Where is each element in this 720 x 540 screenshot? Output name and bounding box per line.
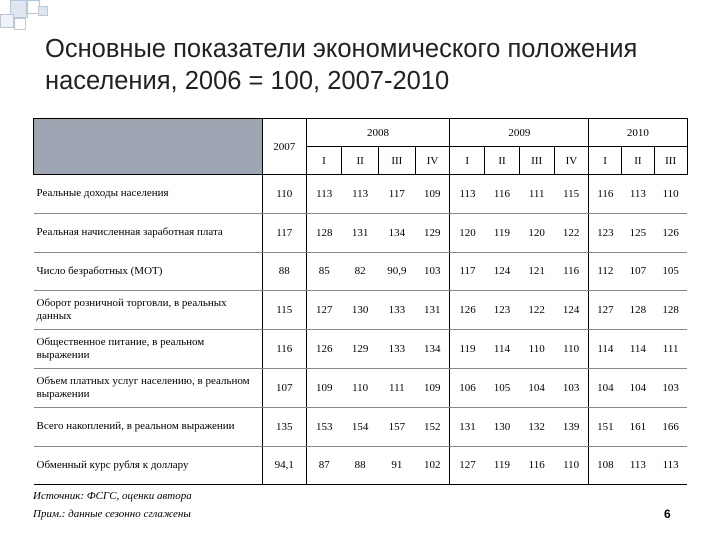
value-cell: 126: [450, 291, 485, 330]
value-cell: 139: [554, 407, 589, 446]
value-cell: 132: [519, 407, 554, 446]
value-cell: 88: [262, 252, 306, 291]
header-2007: 2007: [262, 119, 306, 175]
value-cell: 106: [450, 368, 485, 407]
value-cell: 121: [519, 252, 554, 291]
value-cell: 128: [622, 291, 655, 330]
row-label: Реальные доходы населения: [34, 175, 263, 214]
value-cell: 109: [415, 368, 450, 407]
table-row: [34, 175, 720, 214]
header-quarter: III: [378, 147, 415, 175]
value-cell: 110: [554, 446, 589, 485]
value-cell: 117: [378, 175, 415, 214]
value-cell: 91: [378, 446, 415, 485]
value-cell: 103: [654, 368, 687, 407]
page-title: Основные показатели экономического положения населения, 2006 = 100, 2007-2010: [45, 35, 638, 95]
value-cell: 129: [342, 330, 379, 369]
value-cell: 127: [589, 291, 622, 330]
value-cell: 116: [519, 446, 554, 485]
value-cell: 110: [654, 175, 687, 214]
value-cell: 107: [622, 252, 655, 291]
note-line: Прим.: данные сезонно сглажены: [33, 508, 191, 520]
value-cell: 152: [415, 407, 450, 446]
row-label: Число безработных (МОТ): [34, 252, 263, 291]
value-cell: 133: [378, 291, 415, 330]
value-cell: 128: [306, 213, 342, 252]
value-cell: 105: [485, 368, 520, 407]
value-cell: 102: [415, 446, 450, 485]
value-cell: 119: [450, 330, 485, 369]
value-cell: 105: [654, 252, 687, 291]
value-cell: 128: [654, 291, 687, 330]
value-cell: 114: [622, 330, 655, 369]
source-line: Источник: ФСГС, оценки автора: [33, 490, 192, 502]
value-cell: 120: [450, 213, 485, 252]
row-label: Всего накоплений, в реальном выражении: [34, 407, 263, 446]
value-cell: 131: [342, 213, 379, 252]
value-cell: 130: [342, 291, 379, 330]
value-cell: 161: [622, 407, 655, 446]
header-quarter: II: [342, 147, 379, 175]
indicators-table-container: [33, 118, 720, 485]
header-quarter: II: [622, 147, 655, 175]
value-cell: 122: [554, 213, 589, 252]
value-cell: 151: [589, 407, 622, 446]
value-cell: 130: [485, 407, 520, 446]
page-number: 6: [664, 507, 671, 521]
value-cell: 131: [415, 291, 450, 330]
value-cell: 111: [378, 368, 415, 407]
value-cell: 114: [485, 330, 520, 369]
value-cell: 111: [519, 175, 554, 214]
value-cell: 166: [654, 407, 687, 446]
value-cell: 126: [654, 213, 687, 252]
value-cell: 127: [450, 446, 485, 485]
table-row: [34, 446, 720, 485]
table-row: [34, 213, 720, 252]
value-cell: 113: [654, 446, 687, 485]
value-cell: 104: [622, 368, 655, 407]
table-row: [34, 368, 720, 407]
value-cell: 123: [589, 213, 622, 252]
indicators-table: [33, 118, 720, 485]
value-cell: 116: [262, 330, 306, 369]
table-row: [34, 291, 720, 330]
value-cell: 85: [306, 252, 342, 291]
value-cell: 117: [450, 252, 485, 291]
value-cell: 113: [450, 175, 485, 214]
table-row: [34, 330, 720, 369]
row-label: Реальная начисленная заработная плата: [34, 213, 263, 252]
value-cell: 119: [485, 213, 520, 252]
value-cell: 124: [485, 252, 520, 291]
value-cell: 117: [262, 213, 306, 252]
value-cell: 123: [485, 291, 520, 330]
value-cell: 87: [306, 446, 342, 485]
value-cell: 110: [262, 175, 306, 214]
value-cell: 111: [654, 330, 687, 369]
table-row: [34, 252, 720, 291]
value-cell: 108: [589, 446, 622, 485]
header-quarter: II: [485, 147, 520, 175]
value-cell: 119: [485, 446, 520, 485]
value-cell: 115: [262, 291, 306, 330]
value-cell: 110: [554, 330, 589, 369]
value-cell: 110: [519, 330, 554, 369]
value-cell: 103: [554, 368, 589, 407]
header-quarter: I: [589, 147, 622, 175]
header-blank-cell: [34, 119, 263, 175]
row-label: Общественное питание, в реальном выражении: [34, 330, 263, 369]
value-cell: 157: [378, 407, 415, 446]
value-cell: 116: [485, 175, 520, 214]
header-quarter: I: [450, 147, 485, 175]
value-cell: 135: [262, 407, 306, 446]
row-label: Обменный курс рубля к доллару: [34, 446, 263, 485]
value-cell: 133: [378, 330, 415, 369]
value-cell: 126: [306, 330, 342, 369]
value-cell: 120: [519, 213, 554, 252]
value-cell: 114: [589, 330, 622, 369]
value-cell: 113: [622, 446, 655, 485]
value-cell: 107: [262, 368, 306, 407]
value-cell: 109: [415, 175, 450, 214]
header-year-2008: 2008: [306, 119, 450, 147]
value-cell: 113: [342, 175, 379, 214]
value-cell: 88: [342, 446, 379, 485]
value-cell: 127: [306, 291, 342, 330]
value-cell: 134: [378, 213, 415, 252]
value-cell: 104: [519, 368, 554, 407]
header-year-2009: 2009: [450, 119, 589, 147]
row-label: Объем платных услуг населению, в реальном выражении: [34, 368, 263, 407]
value-cell: 122: [519, 291, 554, 330]
value-cell: 103: [415, 252, 450, 291]
value-cell: 115: [554, 175, 589, 214]
source-notes: [33, 487, 192, 523]
value-cell: 116: [589, 175, 622, 214]
value-cell: 153: [306, 407, 342, 446]
value-cell: 109: [306, 368, 342, 407]
header-quarter: IV: [415, 147, 450, 175]
value-cell: 129: [415, 213, 450, 252]
value-cell: 113: [622, 175, 655, 214]
value-cell: 116: [554, 252, 589, 291]
header-quarter: III: [519, 147, 554, 175]
value-cell: 124: [554, 291, 589, 330]
table-row: [34, 407, 720, 446]
value-cell: 110: [342, 368, 379, 407]
header-quarter: IV: [554, 147, 589, 175]
value-cell: 113: [306, 175, 342, 214]
value-cell: 125: [622, 213, 655, 252]
value-cell: 90,9: [378, 252, 415, 291]
value-cell: 104: [589, 368, 622, 407]
header-quarter: I: [306, 147, 342, 175]
value-cell: 112: [589, 252, 622, 291]
value-cell: 82: [342, 252, 379, 291]
value-cell: 131: [450, 407, 485, 446]
value-cell: 134: [415, 330, 450, 369]
header-quarter: III: [654, 147, 687, 175]
value-cell: 154: [342, 407, 379, 446]
value-cell: 94,1: [262, 446, 306, 485]
header-year-2010: 2010: [589, 119, 687, 147]
row-label: Оборот розничной торговли, в реальных данных: [34, 291, 263, 330]
table-body: [34, 175, 720, 485]
